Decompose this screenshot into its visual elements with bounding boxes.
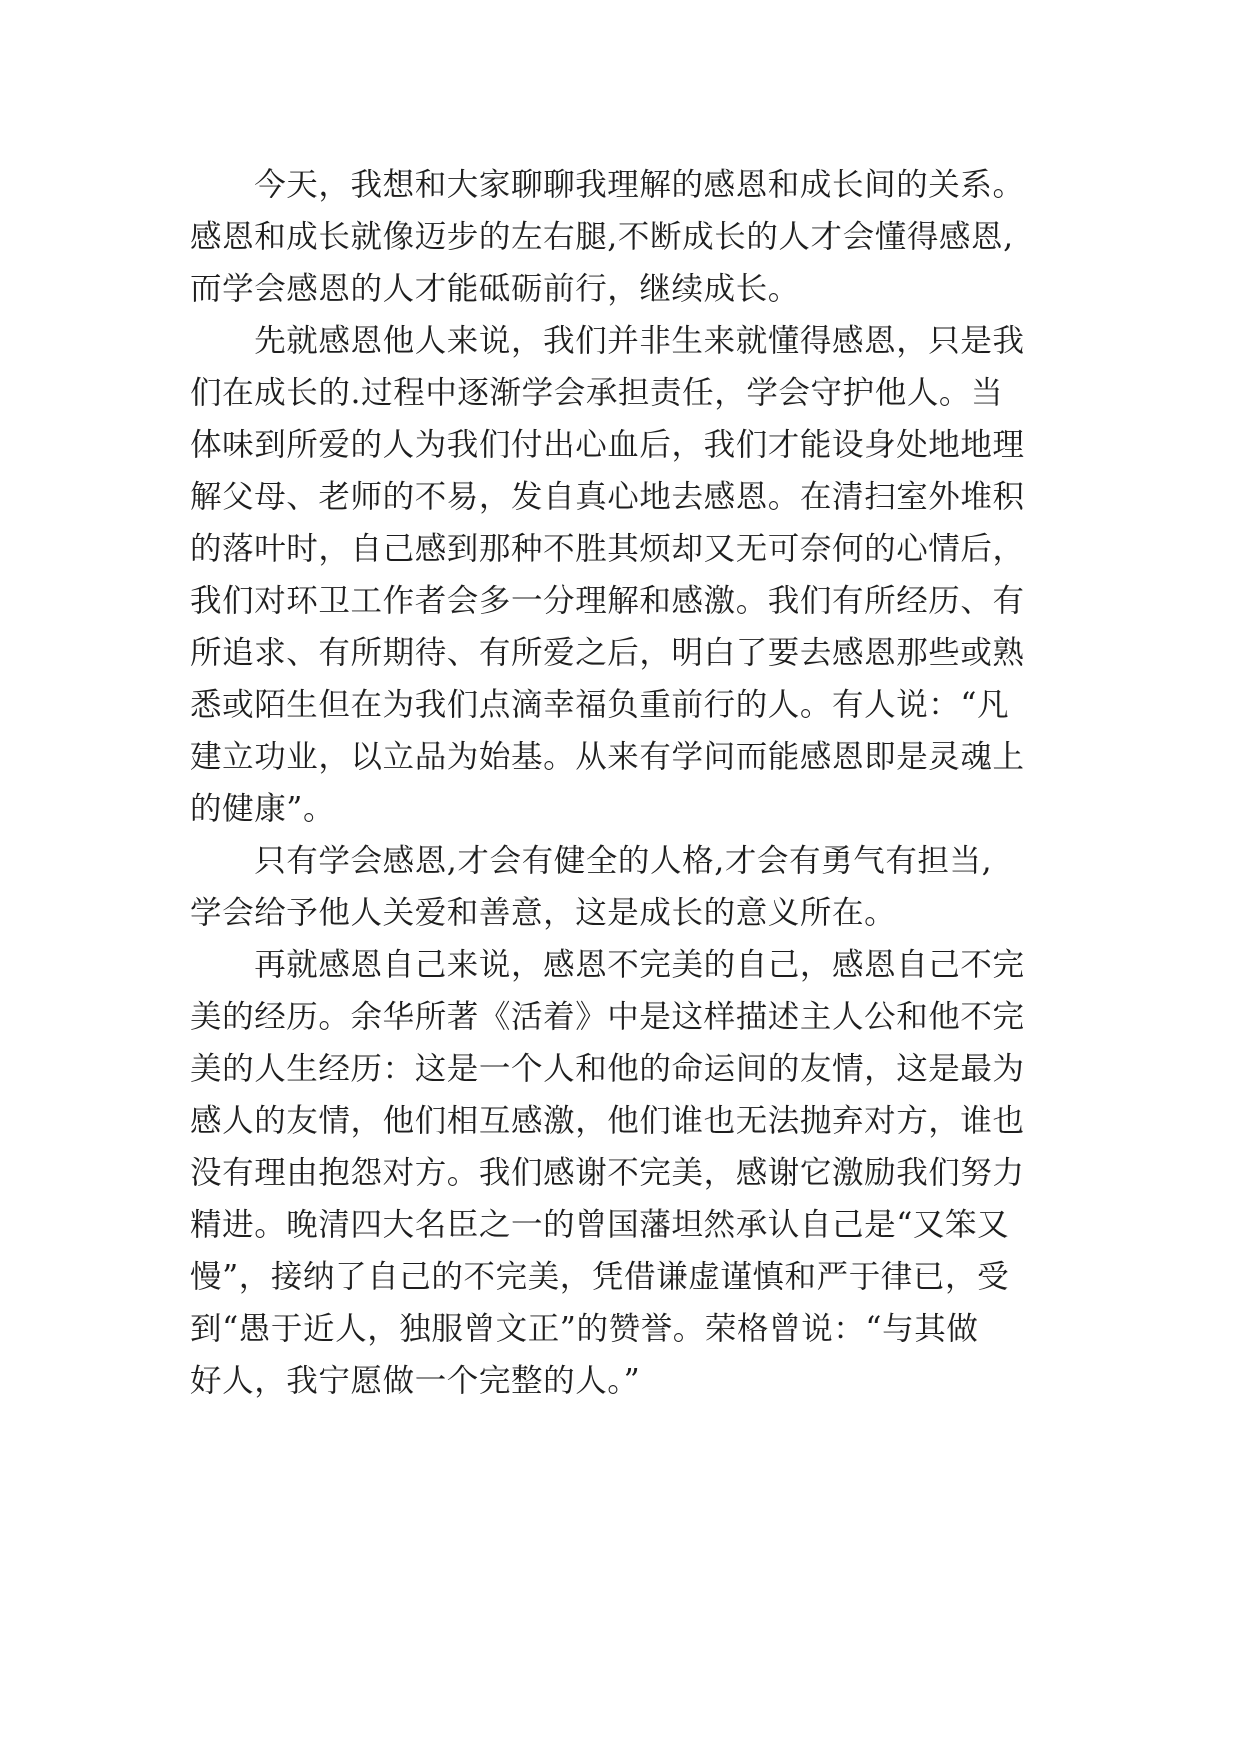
text-line: 再就感恩自己来说，感恩不完美的自己，感恩自己不完 [190,947,1025,983]
text-line: 只有学会感恩,才会有健全的人格,才会有勇气有担当, [190,843,993,879]
text-line: 的落叶时，自己感到那种不胜其烦却又无可奈何的心情后， [190,531,1025,567]
text-line: 我们对环卫工作者会多一分理解和感激。我们有所经历、有 [190,583,1025,619]
text-line: 感恩和成长就像迈步的左右腿,不断成长的人才会懂得感恩, [190,219,1014,255]
text-line: 而学会感恩的人才能砥砺前行，继续成长。 [190,271,800,307]
text-line: 美的人生经历：这是一个人和他的命运间的友情，这是最为 [190,1051,1025,1087]
text-line: 感人的友情，他们相互感激，他们谁也无法抛弃对方，谁也 [190,1103,1025,1139]
text-line: 美的经历。余华所著《活着》中是这样描述主人公和他不完 [190,999,1025,1035]
text-line: 先就感恩他人来说，我们并非生来就懂得感恩，只是我 [190,323,1025,359]
text-line: 慢”，接纳了自己的不完美，凭借谦虚谨慎和严于律已，受 [190,1259,1010,1295]
text-line: 所追求、有所期待、有所爱之后，明白了要去感恩那些或熟 [190,635,1025,671]
text-line: 学会给予他人关爱和善意，这是成长的意义所在。 [190,895,897,931]
text-line: 体味到所爱的人为我们付出心血后，我们才能设身处地地理 [190,427,1025,463]
text-line: 到“愚于近人，独服曾文正”的赞誉。荣格曾说：“与其做 [190,1311,979,1347]
text-line: 精进。晚清四大名臣之一的曾国藩坦然承认自己是“又笨又 [190,1207,1010,1243]
text-line: 今天，我想和大家聊聊我理解的感恩和成长间的关系。 [190,167,1025,203]
text-line: 解父母、老师的不易，发自真心地去感恩。在清扫室外堆积 [190,479,1025,515]
text-line: 好人，我宁愿做一个完整的人。” [190,1363,641,1399]
text-line: 建立功业，以立品为始基。从来有学问而能感恩即是灵魂上 [190,739,1025,775]
text-line: 们在成长的.过程中逐渐学会承担责任，学会守护他人。当 [190,375,1004,411]
text-line: 的健康”。 [190,791,336,827]
text-line: 悉或陌生但在为我们点滴幸福负重前行的人。有人说：“凡 [190,687,1010,723]
text-line: 没有理由抱怨对方。我们感谢不完美，感谢它激励我们努力 [190,1155,1025,1191]
